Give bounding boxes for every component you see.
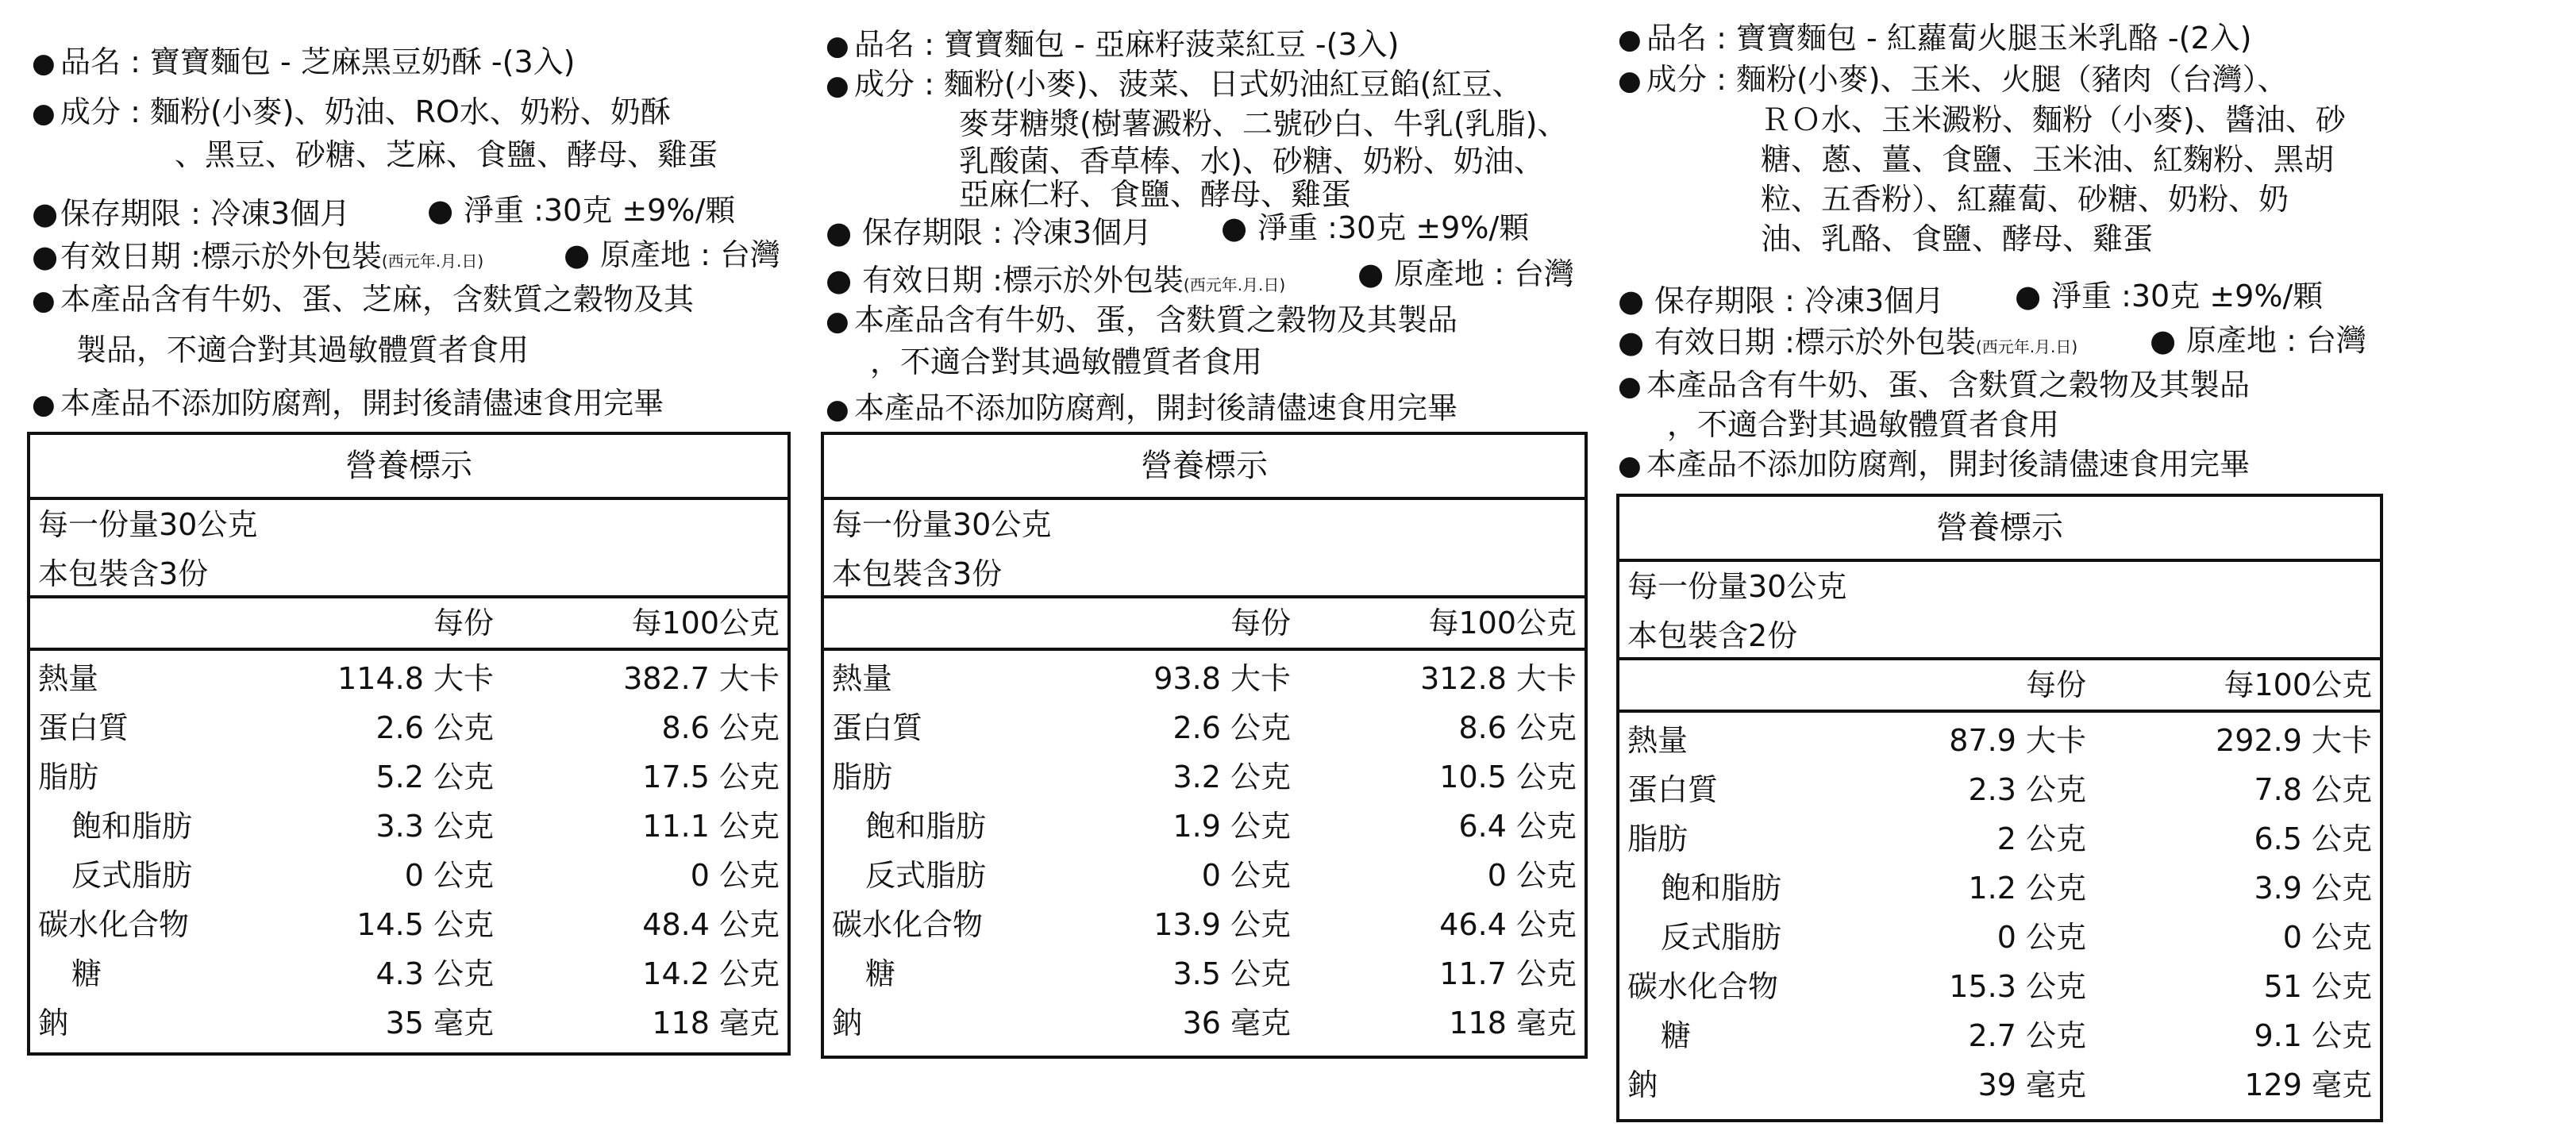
bullet-icon: ● <box>1618 325 1645 360</box>
bullet-icon <box>1618 446 1646 484</box>
net-weight: ● 淨重 :30克 ±9%/顆 <box>1221 210 1530 245</box>
expiry: ● 有效日期 :標示於外包裝(西元年.月.日) <box>826 263 1286 298</box>
net-weight: ● 淨重 :30克 ±9%/顆 <box>2015 279 2324 313</box>
table-row: 碳水化合物 13.9 公克 46.4 公克 <box>832 907 1577 942</box>
allergen-notice-continued: 製品，不適合對其過敏體質者食用 <box>76 333 529 367</box>
preservative-notice: ●本產品不添加防腐劑，開封後請儘速食用完畢 <box>826 390 1457 428</box>
servings-per-pack: 本包裝含3份 <box>38 556 209 591</box>
preservative-notice: ●本產品不添加防腐劑，開封後請儘速食用完畢 <box>1618 446 2250 484</box>
allergen-notice: ●本產品含有牛奶、蛋、芝麻，含麩質之穀物及其 <box>32 281 694 319</box>
bullet-icon: ● <box>2015 279 2042 313</box>
table-row: 鈉 36 毫克 118 毫克 <box>832 1006 1577 1040</box>
table-row: 脂肪 5.2 公克 17.5 公克 <box>38 760 780 794</box>
nutrition-title: 營養標示 <box>824 435 1584 500</box>
col-header-per-serving: 每份 <box>1230 606 1291 640</box>
ingredients-continued: ＲＯ水、玉米澱粉、麵粉（小麥)、醬油、砂 <box>1761 102 2346 137</box>
bullet-icon <box>32 385 60 423</box>
bullet-icon <box>826 66 854 104</box>
ingredients: ●成分 : 麵粉(小麥)、菠菜、日式奶油紅豆餡(紅豆、 <box>826 66 1522 104</box>
table-row: 蛋白質 2.6 公克 8.6 公克 <box>832 710 1577 745</box>
table-row: 飽和脂肪 1.2 公克 3.9 公克 <box>1661 871 2372 906</box>
table-row: 反式脂肪 0 公克 0 公克 <box>865 858 1577 893</box>
shelf-life: ●保存期限 : 冷凍3個月 <box>32 196 351 231</box>
table-row: 熱量 87.9 大卡 292.9 大卡 <box>1627 723 2372 758</box>
servings-per-pack: 本包裝含3份 <box>832 556 1003 591</box>
shelf-life: ● 保存期限 : 冷凍3個月 <box>1618 283 1945 318</box>
net-weight: ● 淨重 :30克 ±9%/顆 <box>427 193 736 228</box>
nutrition-table-3 <box>1616 494 2383 1122</box>
allergen-notice-continued: ，不適合對其過敏體質者食用 <box>870 344 1263 379</box>
bullet-icon: ● <box>1221 210 1248 245</box>
ingredients-continued: 乳酸菌、香草棒、水)、砂糖、奶粉、奶油、 <box>959 144 1544 179</box>
product-name: ●品名 : 寶寶麵包 - 芝麻黑豆奶酥 -(3入) <box>32 44 575 82</box>
divider <box>824 648 1584 651</box>
origin: ● 原產地 : 台灣 <box>1357 256 1574 291</box>
origin: ● 原產地 : 台灣 <box>564 237 780 272</box>
origin: ● 原產地 : 台灣 <box>2150 323 2366 358</box>
table-row: 飽和脂肪 3.3 公克 11.1 公克 <box>71 809 780 844</box>
col-header-per-100g: 每100公克 <box>631 606 780 640</box>
col-header-per-serving: 每份 <box>433 606 494 640</box>
bullet-icon <box>826 26 854 64</box>
ingredients-continued: 、黑豆、砂糖、芝麻、食鹽、酵母、雞蛋 <box>175 137 718 172</box>
preservative-notice: ●本產品不添加防腐劑，開封後請儘速食用完畢 <box>32 385 664 423</box>
nutrition-title: 營養標示 <box>1619 497 2380 562</box>
table-row: 糖 3.5 公克 11.7 公克 <box>865 956 1577 991</box>
nutrition-table-2 <box>821 432 1588 1059</box>
bullet-icon: ● <box>32 196 59 231</box>
shelf-life: ● 保存期限 : 冷凍3個月 <box>826 215 1153 250</box>
expiry: ●有效日期 :標示於外包裝(西元年.月.日) <box>32 239 484 274</box>
divider <box>1619 710 2380 713</box>
ingredients-continued: 粒、五香粉）、紅蘿蔔、砂糖、奶粉、奶 <box>1761 182 2289 217</box>
ingredients-continued: 麥芽糖漿(樹薯澱粉、二號砂白、牛乳(乳脂)、 <box>959 106 1568 141</box>
product-name: ●品名 : 寶寶麵包 - 亞麻籽菠菜紅豆 -(3入) <box>826 26 1399 64</box>
bullet-icon <box>32 94 60 132</box>
bullet-icon <box>1618 61 1646 99</box>
bullet-icon <box>1618 367 1646 405</box>
allergen-notice: ●本產品含有牛奶、蛋，含麩質之穀物及其製品 <box>826 302 1457 340</box>
ingredients: ●成分 : 麵粉(小麥)、玉米、火腿（豬肉（台灣）、 <box>1618 61 2288 99</box>
bullet-icon: ● <box>32 239 59 274</box>
table-row: 鈉 39 毫克 129 毫克 <box>1627 1067 2372 1102</box>
bullet-icon: ● <box>1618 283 1645 318</box>
bullet-icon <box>1618 20 1646 58</box>
allergen-notice: ●本產品含有牛奶、蛋、含麩質之穀物及其製品 <box>1618 367 2250 405</box>
table-row: 熱量 114.8 大卡 382.7 大卡 <box>38 661 780 696</box>
bullet-icon: ● <box>1357 256 1384 291</box>
servings-per-pack: 本包裝含2份 <box>1627 618 1798 653</box>
nutrition-title: 營養標示 <box>30 435 787 500</box>
table-row: 反式脂肪 0 公克 0 公克 <box>1661 920 2372 955</box>
bullet-icon <box>32 44 60 82</box>
table-row: 脂肪 2 公克 6.5 公克 <box>1627 821 2372 856</box>
product-name: ●品名 : 寶寶麵包 - 紅蘿蔔火腿玉米乳酪 -(2入) <box>1618 20 2251 58</box>
table-row: 飽和脂肪 1.9 公克 6.4 公克 <box>865 809 1577 844</box>
bullet-icon: ● <box>564 237 591 272</box>
table-row: 蛋白質 2.6 公克 8.6 公克 <box>38 710 780 745</box>
serving-size: 每一份量30公克 <box>1627 569 1847 604</box>
ingredients-continued: 糖、蔥、薑、食鹽、玉米油、紅麴粉、黑胡 <box>1761 142 2335 177</box>
expiry: ● 有效日期 :標示於外包裝(西元年.月.日) <box>1618 325 2078 360</box>
ingredients-continued: 油、乳酪、食鹽、酵母、雞蛋 <box>1761 221 2154 256</box>
table-row: 熱量 93.8 大卡 312.8 大卡 <box>832 661 1577 696</box>
col-header-per-100g: 每100公克 <box>2224 667 2372 702</box>
nutrition-table-1 <box>27 432 791 1056</box>
bullet-icon <box>826 390 854 428</box>
allergen-notice-continued: ，不適合對其過敏體質者食用 <box>1667 407 2060 442</box>
serving-size: 每一份量30公克 <box>38 507 258 542</box>
bullet-icon: ● <box>427 193 454 228</box>
table-row: 鈉 35 毫克 118 毫克 <box>38 1006 780 1040</box>
table-row: 糖 2.7 公克 9.1 公克 <box>1661 1018 2372 1053</box>
bullet-icon <box>826 302 854 340</box>
table-row: 碳水化合物 14.5 公克 48.4 公克 <box>38 907 780 942</box>
table-row: 反式脂肪 0 公克 0 公克 <box>71 858 780 893</box>
ingredients-continued: 亞麻仁籽、食鹽、酵母、雞蛋 <box>959 177 1352 212</box>
bullet-icon <box>32 281 60 319</box>
table-row: 碳水化合物 15.3 公克 51 公克 <box>1627 969 2372 1004</box>
table-row: 糖 4.3 公克 14.2 公克 <box>71 956 780 991</box>
bullet-icon: ● <box>826 263 853 298</box>
table-row: 蛋白質 2.3 公克 7.8 公克 <box>1627 772 2372 807</box>
col-header-per-serving: 每份 <box>2025 667 2086 702</box>
bullet-icon: ● <box>826 215 853 250</box>
col-header-per-100g: 每100公克 <box>1428 606 1577 640</box>
ingredients: ●成分 : 麵粉(小麥)、奶油、RO水、奶粉、奶酥 <box>32 94 671 132</box>
bullet-icon: ● <box>2150 323 2177 358</box>
divider <box>30 648 787 651</box>
table-row: 脂肪 3.2 公克 10.5 公克 <box>832 760 1577 794</box>
serving-size: 每一份量30公克 <box>832 507 1052 542</box>
